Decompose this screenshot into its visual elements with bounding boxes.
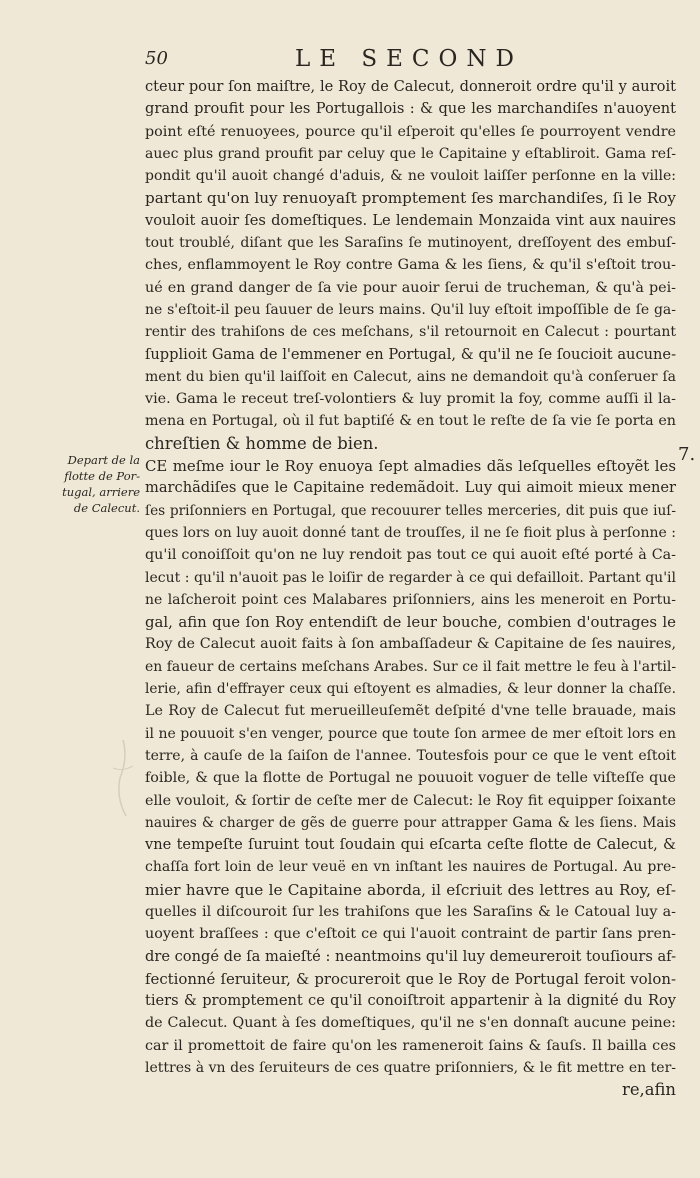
text-line: gal, afin que ſon Roy entendiſt de leur bouche, combien d'outrages le	[145, 613, 676, 632]
text-line: partant qu'on luy renuoyaſt promptement ſes marchandiſes, ſi le Roy	[145, 189, 676, 208]
page-number: 50	[145, 48, 168, 69]
margin-note-line: de Calecut.	[73, 501, 140, 515]
text-line: quelles il diſcouroit ſur les trahiſons que les Saraſins & le Catoual luy a-	[145, 903, 676, 920]
text-line: chreſtien & homme de bien.	[145, 433, 379, 453]
text-line: uoyent braſſees : que c'eſtoit ce qui l'auoit contraint de partir ſans pren-	[145, 926, 676, 943]
text-line: ué en grand danger de ſa vie pour auoir ſerui de trucheman, & qu'à pei-	[145, 279, 676, 296]
text-line: marchãdiſes que le Capitaine redemãdoit. Luy qui aimoit mieux mener	[145, 479, 676, 497]
text-line: auec plus grand proufit par celuy que le Capitaine y eſtabliroit. Gama reſ-	[145, 145, 676, 162]
page-header	[145, 46, 676, 76]
margin-note-line: flotte de Por-	[64, 469, 140, 483]
text-line: ne laſcheroit point ces Malabares priſonniers, ains les meneroit en Portu-	[145, 591, 676, 608]
margin-note-line: Depart de la	[67, 453, 140, 467]
text-line: cteur pour ſon maiſtre, le Roy de Calecut, donneroit ordre qu'il y auroit	[145, 78, 676, 95]
text-line: vne tempeſte ſuruint tout ſoudain qui eſcarta ceſte flotte de Calecut, &	[145, 836, 676, 854]
text-line: en faueur de certains meſchans Arabes. Sur ce il fait mettre le feu à l'artil-	[145, 658, 676, 675]
text-line: CE meſme iour le Roy enuoya ſept almadies dãs leſquelles eſtoyẽt les	[145, 457, 676, 476]
text-line: ſupplioit Gama de l'emmener en Portugal, & qu'il ne ſe ſoucioit aucune-	[145, 345, 676, 363]
text-line: ſes priſonniers en Portugal, que recouurer telles merceries, dit puis que iuſ-	[145, 502, 676, 519]
ink-smudge	[108, 738, 138, 818]
text-line: ne s'eſtoit-il peu ſauuer de leurs mains. Qu'il luy eſtoit impoſſible de ſe ga-	[145, 301, 676, 318]
text-line: dre congé de ſa maieſté : neantmoins qu'il luy demeureroit touſiours af-	[145, 947, 676, 965]
text-line: de Calecut. Quant à ſes domeſtiques, qu'il ne s'en donnaſt aucune peine:	[145, 1015, 676, 1032]
paragraph-2	[145, 455, 676, 1079]
text-line: tout troublé, diſant que les Saraſins ſe mutinoyent, dreſſoyent des embuſ-	[145, 235, 676, 252]
text-line: vie. Gama le receut treſ-volontiers & luy promit la foy, comme auſſi il la-	[145, 391, 676, 408]
text-line: ques lors on luy auoit donné tant de trouſſes, il ne ſe fioit plus à perſonne :	[145, 524, 676, 541]
text-line: fectionné ſeruiteur, & procureroit que le Roy de Portugal feroit volon-	[145, 969, 676, 988]
paragraph-1	[145, 76, 676, 455]
text-line: lerie, afin d'effrayer ceux qui eſtoyent es almadies, & leur donner la chaſſe.	[145, 681, 676, 698]
text-line: grand proufit pour les Portugallois : & que les marchandiſes n'auoyent	[145, 100, 676, 118]
margin-note-line: tugal, arriere	[62, 485, 140, 499]
text-line: il ne pouuoit s'en venger, pource que toute ſon armee de mer eſtoit lors en	[145, 725, 676, 742]
body-text	[145, 76, 676, 1102]
text-line: lecut : qu'il n'auoit pas le loiſir de regarder à ce qui defailloit. Partant qu'il	[145, 569, 676, 586]
text-line: point eſté renuoyees, pource qu'il eſperoit qu'elles ſe pourroyent vendre	[145, 123, 676, 140]
text-line: car il promettoit de faire qu'on les rameneroit ſains & ſauſs. Il bailla ces	[145, 1037, 676, 1054]
text-line: mier havre que le Capitaine aborda, il eſcriuit des lettres au Roy, eſ-	[145, 880, 676, 899]
text-line: qu'il conoiſſoit qu'on ne luy rendoit pas tout ce qui auoit eſté porté à Ca-	[145, 547, 676, 564]
text-line: Roy de Calecut auoit faits à ſon ambaſſadeur & Capitaine de ſes nauires,	[145, 636, 676, 653]
text-line: rentir des trahiſons de ces meſchans, s'il retournoit en Calecut : pourtant	[145, 324, 676, 341]
text-line: pondit qu'il auoit changé d'aduis, & ne vouloit laiſſer perſonne en la ville:	[145, 168, 676, 185]
text-line: Le Roy de Calecut fut merueilleuſemẽt deſpité d'vne telle brauade, mais	[145, 703, 676, 720]
text-line: ment du bien qu'il laiſſoit en Calecut, ains ne demandoit qu'à conſeruer ſa	[145, 368, 676, 385]
text-line: ches, enflammoyent le Roy contre Gama & les ſiens, & qu'il s'eſtoit trou-	[145, 257, 676, 274]
text-line: elle vouloit, & ſortir de ceſte mer de Calecut: le Roy fit equipper ſoixante	[145, 792, 676, 809]
side-number: 7.	[678, 444, 696, 465]
text-line: terre, à cauſe de la ſaiſon de l'annee. Toutesfois pour ce que le vent eſtoit	[145, 747, 676, 764]
text-line: foible, & que la flotte de Portugal ne pouuoit voguer de telle viſteſſe que	[145, 770, 676, 787]
text-line: lettres à vn des ſeruiteurs de ces quatre priſonniers, & le fit mettre en ter-	[145, 1060, 676, 1077]
text-line: chaſſa fort loin de leur veuë en vn inſtant les nauires de Portugal. Au pre-	[145, 859, 676, 876]
margin-note	[60, 452, 140, 516]
text-line: tiers & promptement ce qu'il conoiſtroit appartenir à la dignité du Roy	[145, 992, 676, 1010]
running-title: LE SECOND	[295, 46, 523, 72]
text-line: nauires & charger de gẽs de guerre pour attrapper Gama & les ſiens. Mais	[145, 814, 676, 831]
text-line: mena en Portugal, où il fut baptiſé & en tout le reſte de ſa vie ſe porta en	[145, 413, 676, 430]
text-line: vouloit auoir ſes domeſtiques. Le lendemain Monzaida vint aux nauires	[145, 211, 676, 229]
catchword: re,afin	[621, 1080, 676, 1100]
